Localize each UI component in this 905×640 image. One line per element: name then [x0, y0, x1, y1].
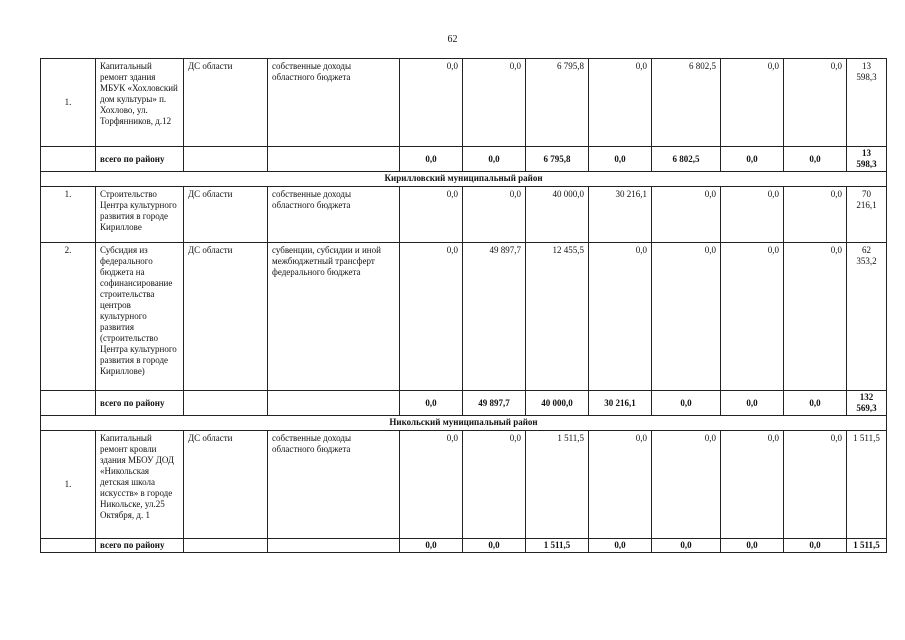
value-cell: 0,0: [463, 539, 526, 553]
value-cell: 0,0: [652, 431, 721, 539]
funding-type: собственные доходы областного бюджета: [268, 59, 400, 147]
total-label: всего по району: [96, 147, 184, 172]
value-cell: 0,0: [400, 243, 463, 391]
total-value-cell: 1 511,5: [847, 431, 887, 539]
object-name: Субсидия из федерального бюджета на софинансирование строительства центров культурного развития (строительство Центра культурного развития в городе Кириллове): [96, 243, 184, 391]
value-cell: 0,0: [721, 539, 784, 553]
value-cell: 0,0: [784, 59, 847, 147]
table-row: [41, 59, 887, 147]
value-cell: 49 897,7: [463, 243, 526, 391]
value-cell: 0,0: [400, 431, 463, 539]
funding-type: субвенции, субсидии и иной межбюджетный трансферт федерального бюджета: [268, 243, 400, 391]
value-cell: 0,0: [721, 147, 784, 172]
row-number: 2.: [41, 243, 96, 391]
value-cell: 6 802,5: [652, 59, 721, 147]
table-row: [41, 243, 887, 391]
object-name: Капитальный ремонт кровли здания МБОУ ДОД «Никольская детская школа искусств» в городе Никольске, ул.25 Октября, д. 1: [96, 431, 184, 539]
district-total-row: [41, 391, 887, 416]
value-cell: 0,0: [463, 187, 526, 243]
value-cell: 40 000,0: [526, 187, 589, 243]
funding-source: ДС области: [184, 243, 268, 391]
total-value-cell: 13 598,3: [847, 59, 887, 147]
value-cell: 0,0: [784, 431, 847, 539]
funding-source: ДС области: [184, 187, 268, 243]
object-name: Строительство Центра культурного развития в городе Кириллове: [96, 187, 184, 243]
value-cell: 0,0: [652, 539, 721, 553]
value-cell: 0,0: [463, 431, 526, 539]
value-cell: 0,0: [400, 147, 463, 172]
value-cell: 1 511,5: [526, 431, 589, 539]
value-cell: 49 897,7: [463, 391, 526, 416]
value-cell: 0,0: [721, 391, 784, 416]
page-number: 62: [447, 34, 458, 45]
total-value-cell: 1 511,5: [847, 539, 887, 553]
district-header: Кирилловский муниципальный район: [41, 172, 887, 187]
value-cell: 0,0: [589, 431, 652, 539]
value-cell: 6 795,8: [526, 59, 589, 147]
value-cell: 0,0: [784, 147, 847, 172]
district-total-row: [41, 147, 887, 172]
value-cell: 0,0: [463, 59, 526, 147]
value-cell: 0,0: [400, 59, 463, 147]
value-cell: 40 000,0: [526, 391, 589, 416]
row-number: 1.: [41, 59, 96, 147]
value-cell: 12 455,5: [526, 243, 589, 391]
value-cell: 6 795,8: [526, 147, 589, 172]
value-cell: 0,0: [589, 539, 652, 553]
table-row: [41, 187, 887, 243]
district-header-row: [41, 416, 887, 431]
funding-type: собственные доходы областного бюджета: [268, 431, 400, 539]
value-cell: 0,0: [721, 59, 784, 147]
total-value-cell: 62 353,2: [847, 243, 887, 391]
value-cell: 0,0: [652, 391, 721, 416]
value-cell: 0,0: [721, 187, 784, 243]
total-label: всего по району: [96, 539, 184, 553]
row-number: 1.: [41, 431, 96, 539]
value-cell: 0,0: [400, 187, 463, 243]
value-cell: 0,0: [721, 431, 784, 539]
value-cell: 0,0: [784, 187, 847, 243]
value-cell: 30 216,1: [589, 391, 652, 416]
district-header-row: [41, 172, 887, 187]
value-cell: 0,0: [652, 243, 721, 391]
value-cell: 30 216,1: [589, 187, 652, 243]
district-header: Никольский муниципальный район: [41, 416, 887, 431]
value-cell: 0,0: [652, 187, 721, 243]
total-value-cell: 132 569,3: [847, 391, 887, 416]
district-total-row: [41, 539, 887, 553]
total-value-cell: 13 598,3: [847, 147, 887, 172]
value-cell: 0,0: [784, 391, 847, 416]
funding-source: ДС области: [184, 59, 268, 147]
value-cell: 0,0: [589, 147, 652, 172]
budget-table: [40, 58, 887, 553]
value-cell: 0,0: [400, 391, 463, 416]
value-cell: 6 802,5: [652, 147, 721, 172]
object-name: Капитальный ремонт здания МБУК «Хохловский дом культуры» п. Хохлово, ул. Торфянников, д.12: [96, 59, 184, 147]
value-cell: 0,0: [589, 243, 652, 391]
value-cell: 0,0: [589, 59, 652, 147]
table-row: [41, 431, 887, 539]
value-cell: 1 511,5: [526, 539, 589, 553]
value-cell: 0,0: [784, 539, 847, 553]
value-cell: 0,0: [400, 539, 463, 553]
funding-type: собственные доходы областного бюджета: [268, 187, 400, 243]
row-number: 1.: [41, 187, 96, 243]
value-cell: 0,0: [463, 147, 526, 172]
value-cell: 0,0: [721, 243, 784, 391]
total-label: всего по району: [96, 391, 184, 416]
total-value-cell: 70 216,1: [847, 187, 887, 243]
funding-source: ДС области: [184, 431, 268, 539]
value-cell: 0,0: [784, 243, 847, 391]
